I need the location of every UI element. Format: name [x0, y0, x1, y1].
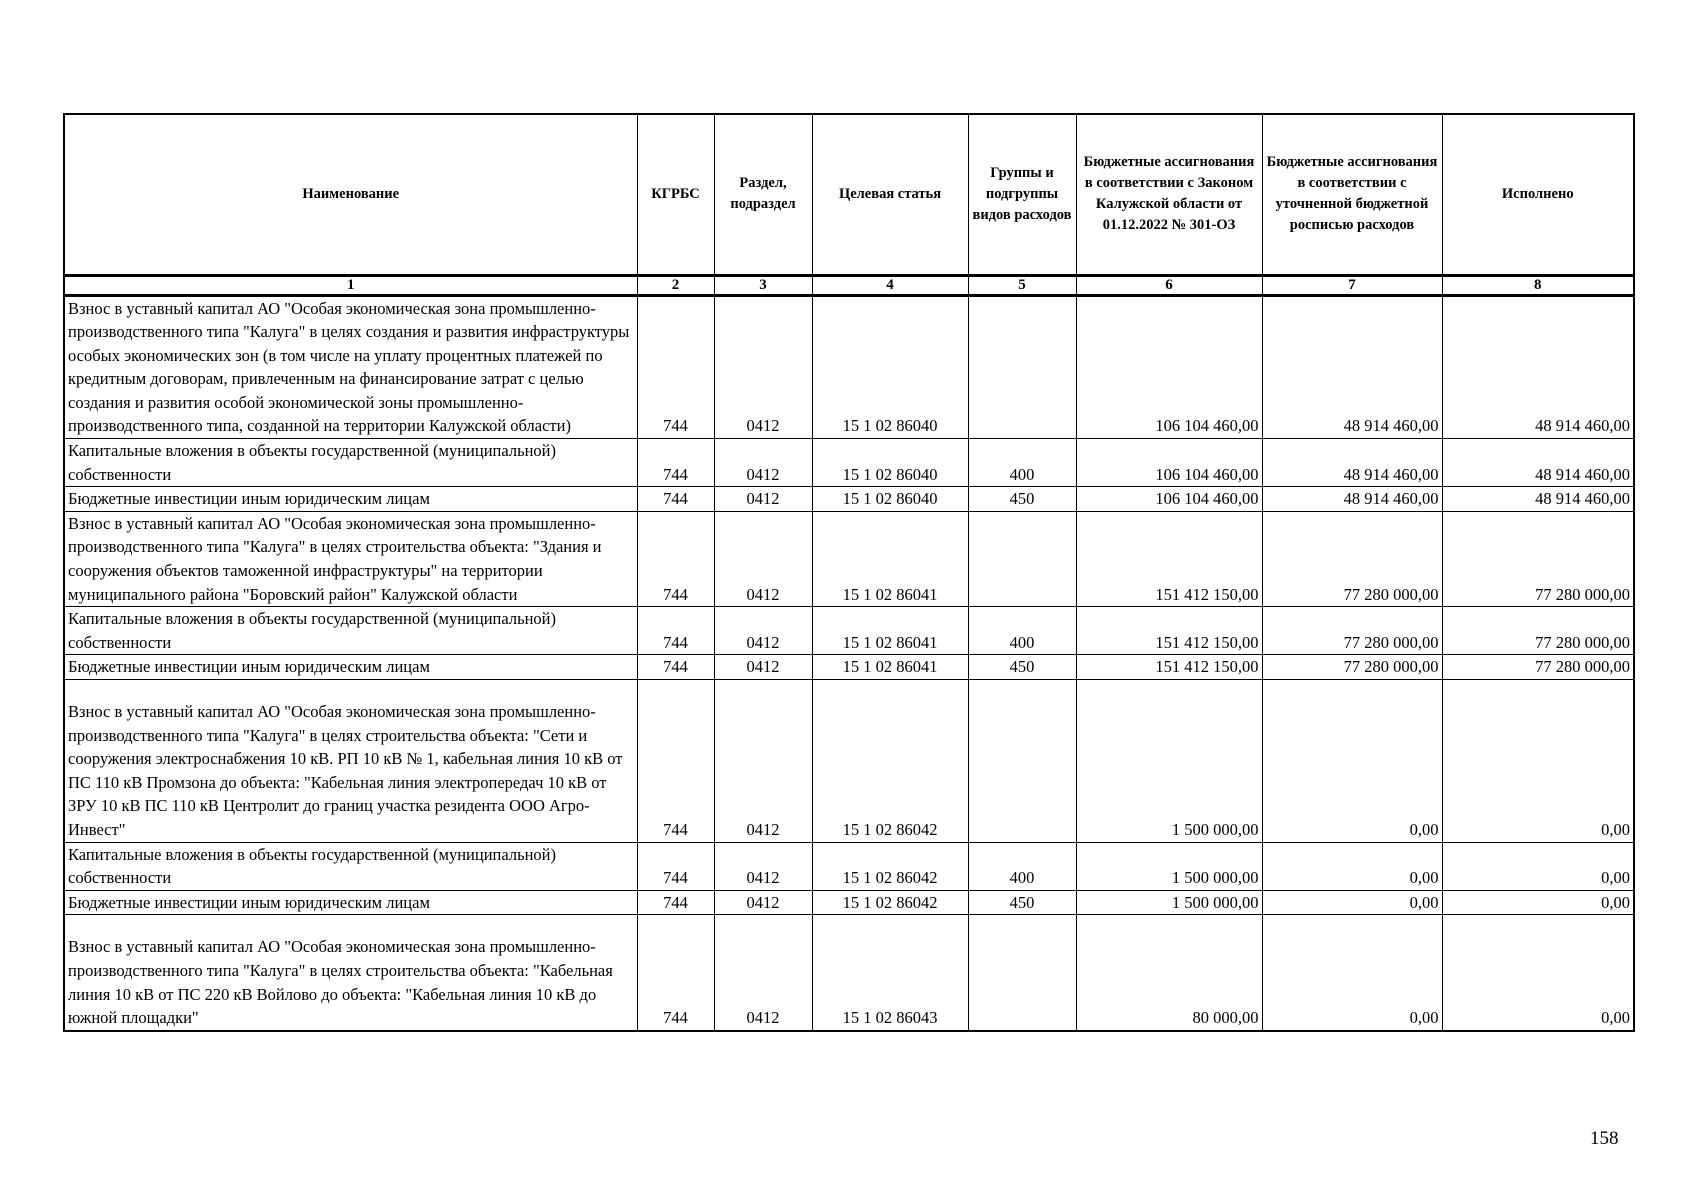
- row-name: Капитальные вложения в объекты государственной (муниципальной) собственности: [64, 607, 637, 655]
- row-kgrbs: 744: [637, 439, 714, 487]
- row-executed-amount: 48 914 460,00: [1442, 439, 1634, 487]
- column-number: 6: [1076, 275, 1262, 295]
- row-executed-amount: 48 914 460,00: [1442, 295, 1634, 439]
- row-executed-amount: 0,00: [1442, 680, 1634, 843]
- row-kgrbs: 744: [637, 607, 714, 655]
- table-row: [64, 842, 1634, 890]
- header-refined-allocations: Бюджетные ассигнования в соответствии с уточненной бюджетной росписью расходов: [1262, 114, 1442, 275]
- row-law-amount: 106 104 460,00: [1076, 295, 1262, 439]
- header-section: Раздел, подраздел: [714, 114, 812, 275]
- row-expense-group: 400: [968, 842, 1076, 890]
- row-executed-amount: 77 280 000,00: [1442, 655, 1634, 680]
- column-number: 7: [1262, 275, 1442, 295]
- row-target-article: 15 1 02 86040: [812, 295, 968, 439]
- row-target-article: 15 1 02 86041: [812, 655, 968, 680]
- row-expense-group: [968, 295, 1076, 439]
- row-plan-amount: 0,00: [1262, 890, 1442, 915]
- row-name: Бюджетные инвестиции иным юридическим лицам: [64, 890, 637, 915]
- header-kgrbs: КГРБС: [637, 114, 714, 275]
- row-kgrbs: 744: [637, 890, 714, 915]
- header-law-allocations: Бюджетные ассигнования в соответствии с Законом Калужской области от 01.12.2022 № 301-ОЗ: [1076, 114, 1262, 275]
- row-kgrbs: 744: [637, 511, 714, 606]
- row-law-amount: 151 412 150,00: [1076, 607, 1262, 655]
- budget-table: [63, 113, 1635, 1032]
- header-executed: Исполнено: [1442, 114, 1634, 275]
- row-section: 0412: [714, 487, 812, 512]
- row-target-article: 15 1 02 86042: [812, 680, 968, 843]
- row-law-amount: 151 412 150,00: [1076, 655, 1262, 680]
- table-row: [64, 680, 1634, 843]
- column-number: 2: [637, 275, 714, 295]
- row-name: Взнос в уставный капитал АО "Особая экономическая зона промышленно-производственного типа "Калуга" в целях строительства объекта: "Сети и сооружения электроснабжения 10 кВ. РП 10 кВ № 1, кабельная линия 10 кВ от ПС 110 кВ Промзона до объекта: "Кабельная линия электропередач 10 кВ от ЗРУ 10 кВ ПС 110 кВ Центролит до границ участка резидента ООО Агро-Инвест": [64, 680, 637, 843]
- row-plan-amount: 0,00: [1262, 680, 1442, 843]
- row-kgrbs: 744: [637, 487, 714, 512]
- row-kgrbs: 744: [637, 842, 714, 890]
- row-executed-amount: 77 280 000,00: [1442, 607, 1634, 655]
- row-plan-amount: 48 914 460,00: [1262, 295, 1442, 439]
- row-section: 0412: [714, 607, 812, 655]
- row-section: 0412: [714, 511, 812, 606]
- row-target-article: 15 1 02 86042: [812, 842, 968, 890]
- column-number: 1: [64, 275, 637, 295]
- row-kgrbs: 744: [637, 915, 714, 1031]
- row-kgrbs: 744: [637, 295, 714, 439]
- column-number: 4: [812, 275, 968, 295]
- row-kgrbs: 744: [637, 655, 714, 680]
- row-expense-group: 400: [968, 439, 1076, 487]
- row-executed-amount: 0,00: [1442, 842, 1634, 890]
- row-name: Взнос в уставный капитал АО "Особая экономическая зона промышленно-производственного типа "Калуга" в целях строительства объекта: "Здания и сооружения объектов таможенной инфраструктуры" на территории муниципального района "Боровский район" Калужской области: [64, 511, 637, 606]
- row-plan-amount: 48 914 460,00: [1262, 487, 1442, 512]
- row-section: 0412: [714, 842, 812, 890]
- row-target-article: 15 1 02 86041: [812, 607, 968, 655]
- row-executed-amount: 0,00: [1442, 915, 1634, 1031]
- row-section: 0412: [714, 655, 812, 680]
- row-name: Взнос в уставный капитал АО "Особая экономическая зона промышленно-производственного типа "Калуга" в целях строительства объекта: "Кабельная линия 10 кВ от ПС 220 кВ Войлово до объекта: "Кабельная линия 10 кВ до южной площадки": [64, 915, 637, 1031]
- table-row: [64, 915, 1634, 1031]
- row-law-amount: 151 412 150,00: [1076, 511, 1262, 606]
- row-executed-amount: 77 280 000,00: [1442, 511, 1634, 606]
- row-plan-amount: 77 280 000,00: [1262, 655, 1442, 680]
- row-name: Взнос в уставный капитал АО "Особая экономическая зона промышленно-производственного типа "Калуга" в целях создания и развития инфраструктуры особых экономических зон (в том числе на уплату процентных платежей по кредитным договорам, привлеченным на финансирование затрат с целью создания и развития особой экономической зоны промышленно-производственного типа, созданной на территории Калужской области): [64, 295, 637, 439]
- row-law-amount: 106 104 460,00: [1076, 487, 1262, 512]
- row-plan-amount: 77 280 000,00: [1262, 511, 1442, 606]
- row-section: 0412: [714, 890, 812, 915]
- row-expense-group: [968, 511, 1076, 606]
- row-name: Бюджетные инвестиции иным юридическим лицам: [64, 487, 637, 512]
- row-section: 0412: [714, 915, 812, 1031]
- row-executed-amount: 48 914 460,00: [1442, 487, 1634, 512]
- row-plan-amount: 0,00: [1262, 842, 1442, 890]
- row-law-amount: 80 000,00: [1076, 915, 1262, 1031]
- row-law-amount: 106 104 460,00: [1076, 439, 1262, 487]
- table-row: [64, 890, 1634, 915]
- table-row: [64, 607, 1634, 655]
- row-expense-group: [968, 680, 1076, 843]
- column-number: 3: [714, 275, 812, 295]
- row-name: Капитальные вложения в объекты государственной (муниципальной) собственности: [64, 842, 637, 890]
- header-expense-group: Группы и подгруппы видов расходов: [968, 114, 1076, 275]
- page-number: 158: [1590, 1128, 1619, 1149]
- row-expense-group: 450: [968, 890, 1076, 915]
- row-target-article: 15 1 02 86040: [812, 439, 968, 487]
- row-plan-amount: 0,00: [1262, 915, 1442, 1031]
- row-target-article: 15 1 02 86040: [812, 487, 968, 512]
- header-target-article: Целевая статья: [812, 114, 968, 275]
- row-executed-amount: 0,00: [1442, 890, 1634, 915]
- row-expense-group: 450: [968, 655, 1076, 680]
- table-row: [64, 295, 1634, 439]
- column-number: 8: [1442, 275, 1634, 295]
- row-plan-amount: 48 914 460,00: [1262, 439, 1442, 487]
- table-row: [64, 511, 1634, 606]
- row-expense-group: 450: [968, 487, 1076, 512]
- row-target-article: 15 1 02 86041: [812, 511, 968, 606]
- column-number-row: [64, 275, 1634, 295]
- row-section: 0412: [714, 680, 812, 843]
- header-row: [64, 114, 1634, 275]
- header-name: Наименование: [64, 114, 637, 275]
- row-expense-group: 400: [968, 607, 1076, 655]
- row-kgrbs: 744: [637, 680, 714, 843]
- row-law-amount: 1 500 000,00: [1076, 890, 1262, 915]
- table-row: [64, 439, 1634, 487]
- row-expense-group: [968, 915, 1076, 1031]
- row-law-amount: 1 500 000,00: [1076, 680, 1262, 843]
- row-section: 0412: [714, 439, 812, 487]
- column-number: 5: [968, 275, 1076, 295]
- table-row: [64, 655, 1634, 680]
- table-row: [64, 487, 1634, 512]
- row-name: Бюджетные инвестиции иным юридическим лицам: [64, 655, 637, 680]
- row-section: 0412: [714, 295, 812, 439]
- row-name: Капитальные вложения в объекты государственной (муниципальной) собственности: [64, 439, 637, 487]
- row-plan-amount: 77 280 000,00: [1262, 607, 1442, 655]
- row-target-article: 15 1 02 86042: [812, 890, 968, 915]
- row-target-article: 15 1 02 86043: [812, 915, 968, 1031]
- row-law-amount: 1 500 000,00: [1076, 842, 1262, 890]
